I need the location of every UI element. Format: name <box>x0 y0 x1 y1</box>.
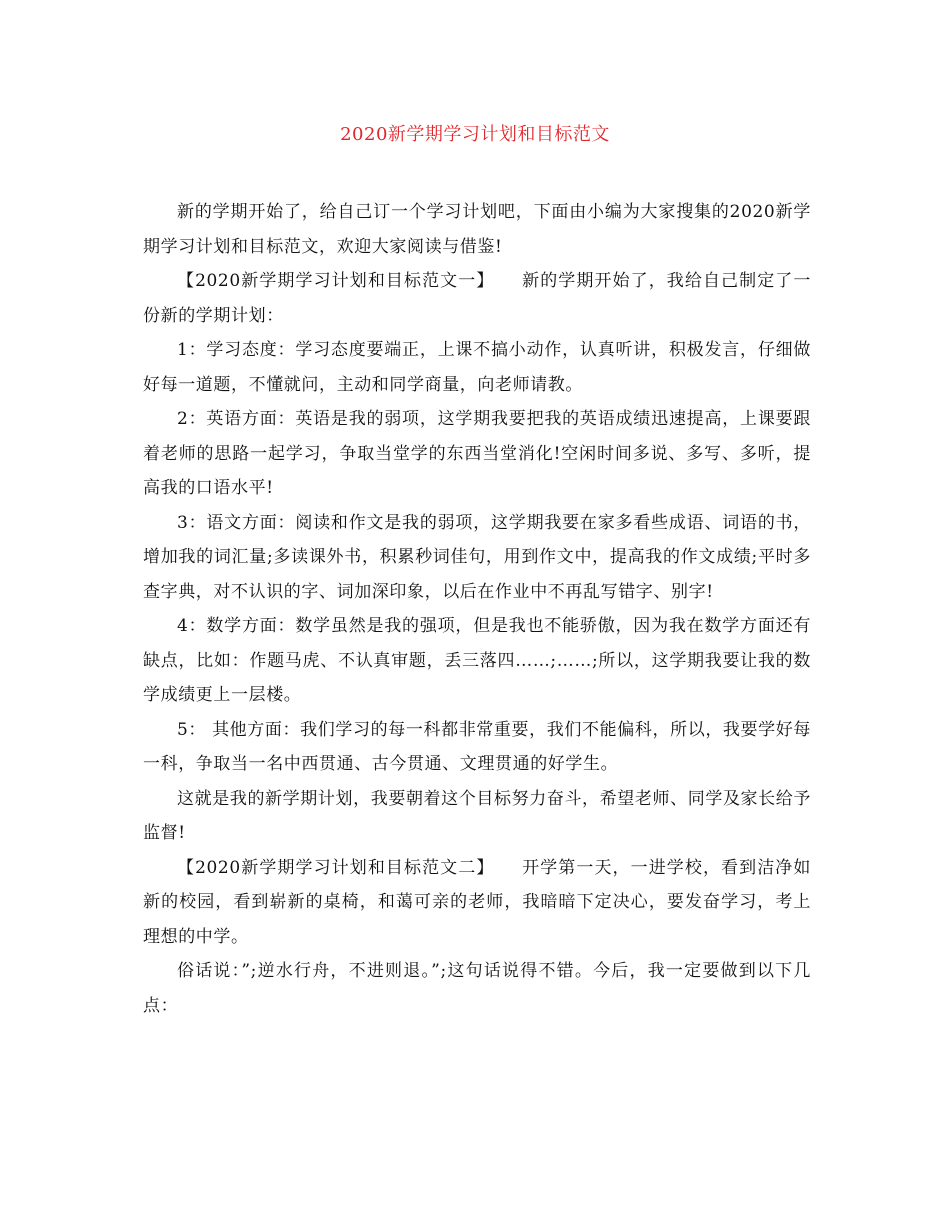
paragraph-english: 2：英语方面：英语是我的弱项，这学期我要把我的英语成绩迅速提高，上课要跟着老师的思路一起学习，争取当堂学的东西当堂消化!空闲时间多说、多写、多听，提高我的口语水平! <box>143 409 811 498</box>
paragraph-proverb: 俗话说：”;逆水行舟，不进则退。”;这句话说得不错。今后，我一定要做到以下几点： <box>143 961 811 1016</box>
document-title: 2020新学期学习计划和目标范文 <box>340 124 610 145</box>
paragraph-conclusion: 这就是我的新学期计划，我要朝着这个目标努力奋斗，希望老师、同学及家长给予监督! <box>143 788 811 843</box>
paragraph-other: 5： 其他方面：我们学习的每一科都非常重要，我们不能偏科，所以，我要学好每一科，争取当一名中西贯通、古今贯通、文理贯通的好学生。 <box>143 719 811 774</box>
paragraph-sample-two-heading: 【2020新学期学习计划和目标范文二】 开学第一天，一进学校，看到洁净如新的校园，看到崭新的桌椅，和蔼可亲的老师，我暗暗下定决心，要发奋学习，考上理想的中学。 <box>143 857 811 947</box>
paragraph-sample-one-heading: 【2020新学期学习计划和目标范文一】 新的学期开始了，我给自己制定了一份新的学期计划： <box>143 271 811 326</box>
paragraph-chinese: 3：语文方面：阅读和作文是我的弱项，这学期我要在家多看些成语、词语的书，增加我的词汇量;多读课外书，积累秒词佳句，用到作文中，提高我的作文成绩;平时多查字典，对不认识的字、词加深印象，以后在作业中不再乱写错字、别字! <box>143 512 811 602</box>
paragraph-study-attitude: 1：学习态度：学习态度要端正，上课不搞小动作，认真听讲，积极发言，仔细做好每一道题，不懂就问，主动和同学商量，向老师请教。 <box>143 340 811 395</box>
paragraph-intro: 新的学期开始了，给自己订一个学习计划吧，下面由小编为大家搜集的2020新学期学习计划和目标范文，欢迎大家阅读与借鉴! <box>143 202 811 257</box>
paragraph-math: 4：数学方面：数学虽然是我的强项，但是我也不能骄傲，因为我在数学方面还有缺点，比如：作题马虎、不认真审题，丢三落四……;……;所以，这学期我要让我的数学成绩更上一层楼。 <box>143 616 811 705</box>
document-body <box>143 195 811 1023</box>
